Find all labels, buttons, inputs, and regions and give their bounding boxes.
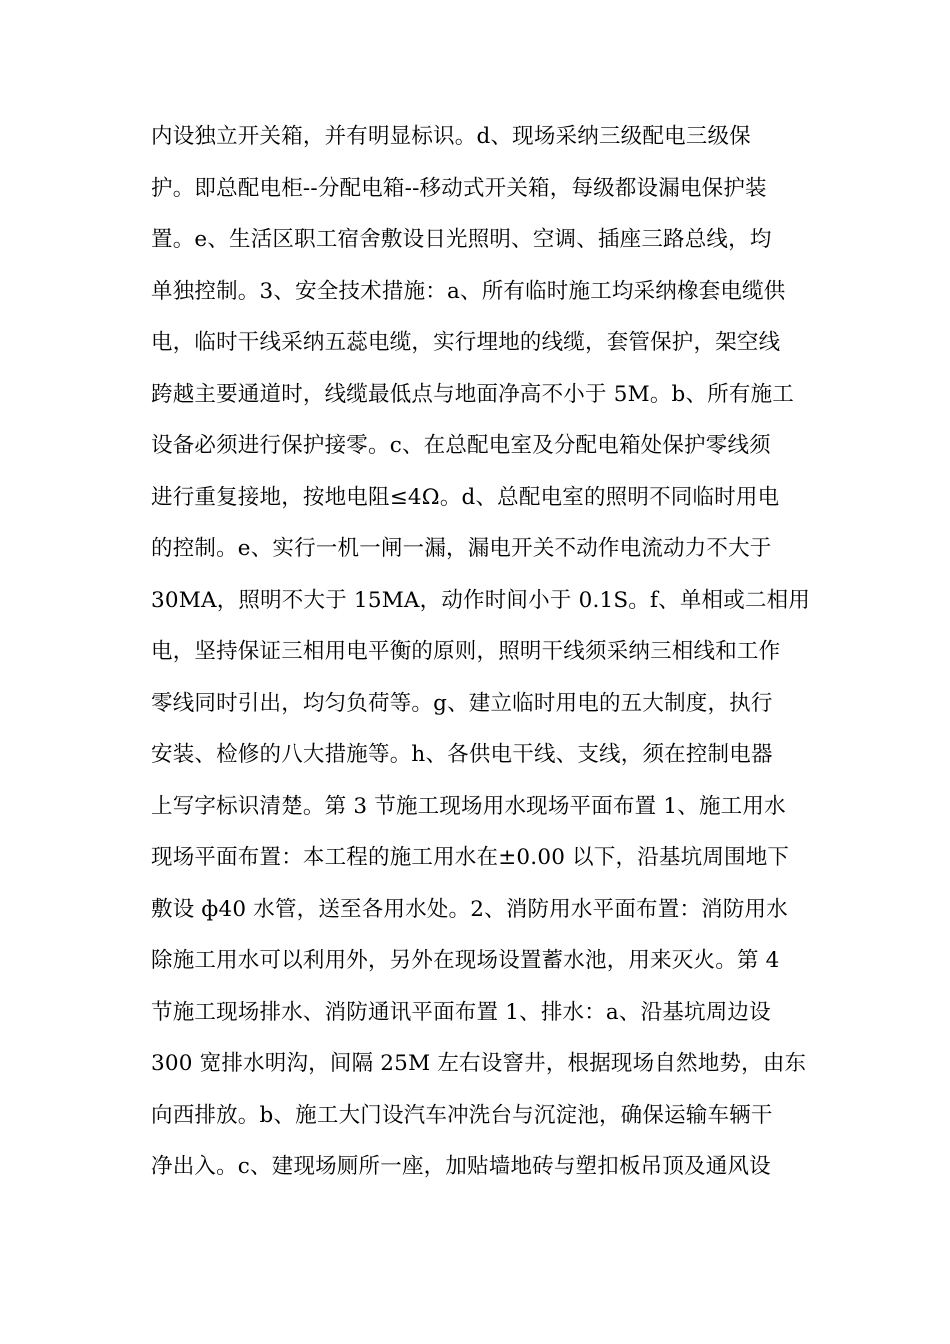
body-text <box>151 118 811 1200</box>
text-line: 向西排放。b、施工大门设汽车冲洗台与沉淀池，确保运输车辆干 <box>151 1102 773 1128</box>
text-line: 护。即总配电柜--分配电箱--移动式开关箱，每级都设漏电保护装 <box>151 175 767 201</box>
text-line: 跨越主要通道时，线缆最低点与地面净高不小于 5M。b、所有施工 <box>151 381 794 407</box>
text-line: 敷设 ф40 水管，送至各用水处。2、消防用水平面布置：消防用水 <box>151 896 788 922</box>
text-line: 进行重复接地，按地电阻≤4Ω。d、总配电室的照明不同临时用电 <box>151 484 780 510</box>
text-line: 现场平面布置：本工程的施工用水在±0.00 以下，沿基坑周围地下 <box>151 845 790 870</box>
text-line: 300 宽排水明沟，间隔 25M 左右设窨井，根据现场自然地势，由东 <box>151 1051 807 1076</box>
text-line: 设备必须进行保护接零。c、在总配电室及分配电箱处保护零线须 <box>151 433 771 458</box>
text-line: 置。e、生活区职工宿舍敷设日光照明、空调、插座三路总线，均 <box>151 227 772 252</box>
text-line: 零线同时引出，均匀负荷等。g、建立临时用电的五大制度，执行 <box>151 690 773 716</box>
text-line: 电，临时干线采纳五蕊电缆，实行埋地的线缆，套管保护，架空线 <box>151 330 781 355</box>
text-line: 净出入。c、建现场厕所一座，加贴墙地砖与塑扣板吊顶及通风设 <box>151 1154 771 1179</box>
text-line: 电，坚持保证三相用电平衡的原则，照明干线须采纳三相线和工作 <box>151 639 781 664</box>
text-line: 单独控制。3、安全技术措施：a、所有临时施工均采纳橡套电缆供 <box>151 278 786 304</box>
text-line: 上写字标识清楚。第 3 节施工现场用水现场平面布置 1、施工用水 <box>151 793 786 819</box>
text-line: 除施工用水可以利用外，另外在现场设置蓄水池，用来灭火。第 4 <box>151 948 780 973</box>
text-line: 30MA，照明不大于 15MA，动作时间小于 0.1S。f、单相或二相用 <box>151 587 811 613</box>
text-line: 安装、检修的八大措施等。h、各供电干线、支线，须在控制电器 <box>151 742 773 767</box>
text-line: 的控制。e、实行一机一闸一漏，漏电开关不动作电流动力不大于 <box>151 536 772 561</box>
text-line: 内设独立开关箱，并有明显标识。d、现场采纳三级配电三级保 <box>151 124 751 149</box>
text-line: 节施工现场排水、消防通讯平面布置 1、排水：a、沿基坑周边设 <box>151 999 771 1025</box>
